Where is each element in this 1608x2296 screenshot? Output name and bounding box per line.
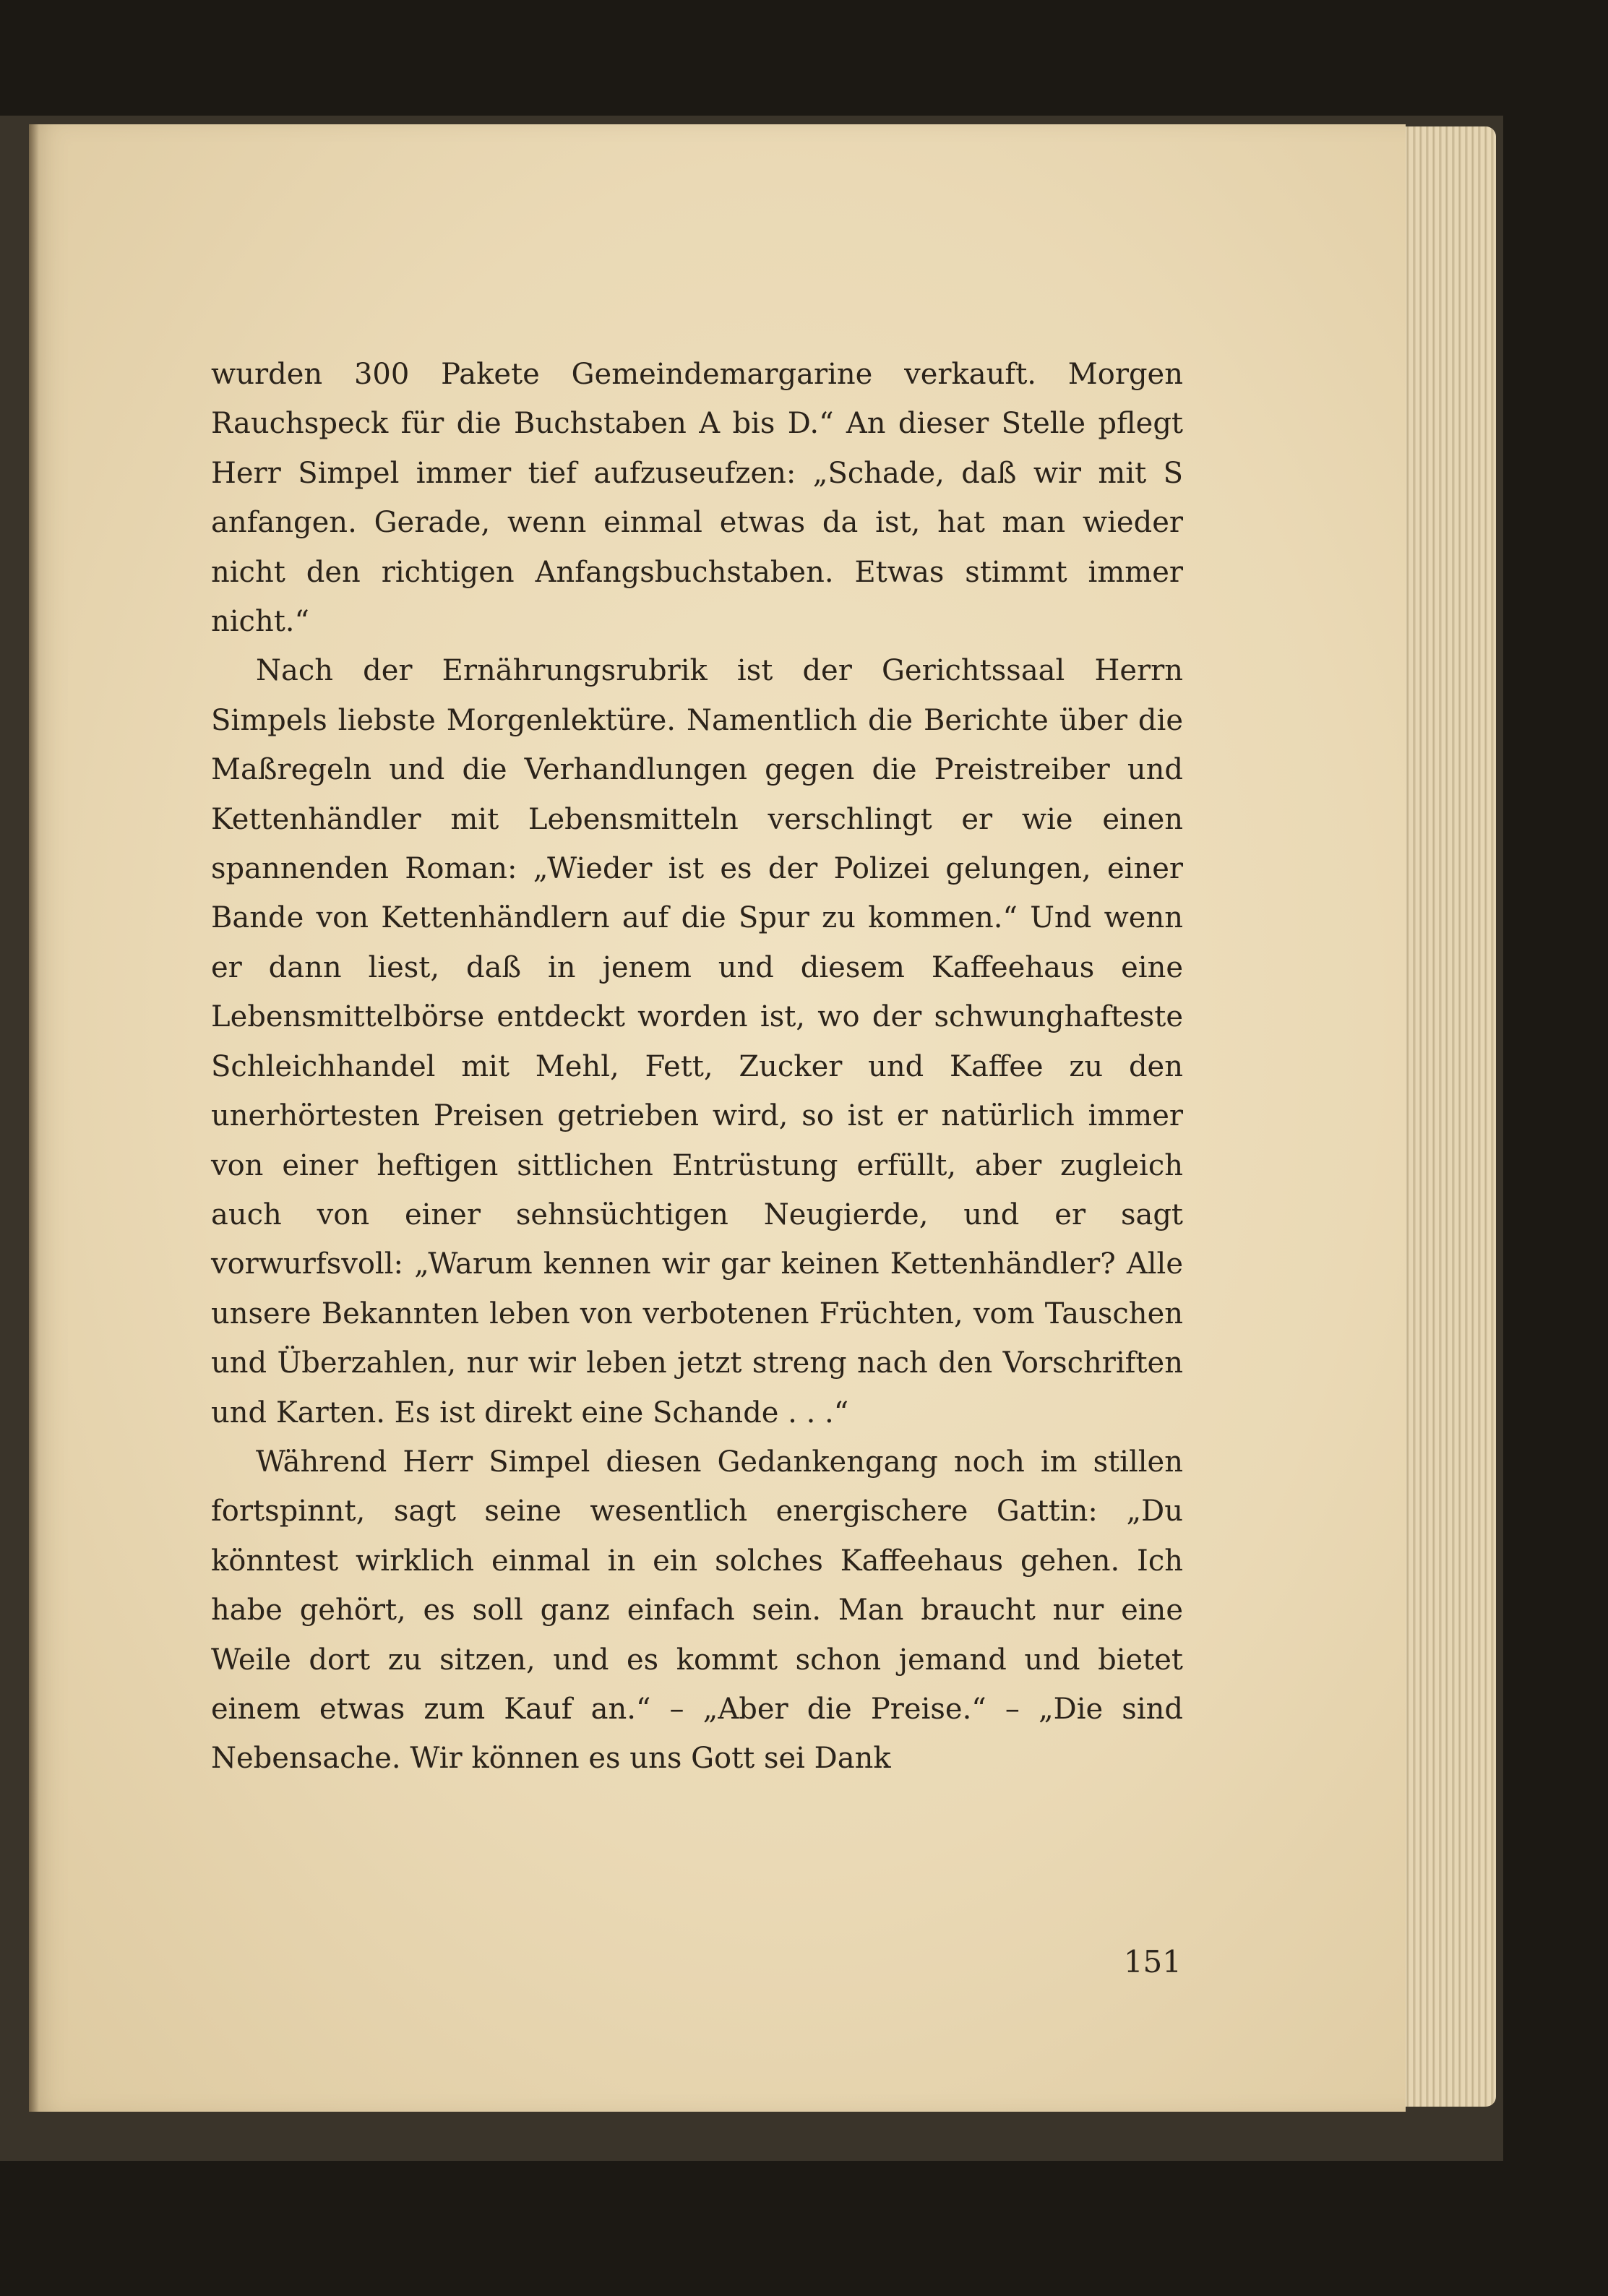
body-text — [211, 350, 1183, 1784]
page-number: 151 — [1123, 1944, 1182, 1979]
paragraph-3: Während Herr Simpel diesen Gedankengang noch im stillen fortspinnt, sagt seine wesentlich energischere Gattin: „Du könntest wirklich einmal in ein solches Kaffeehaus gehen. Ich habe gehört, es soll ganz einfach sein. Man braucht nur eine Weile dort zu sitzen, und es kommt schon jemand und bietet einem etwas zum Kauf an.“ – „Aber die Preise.“ – „Die sind Nebensache. Wir können es uns Gott sei Dank — [211, 1445, 1183, 1776]
paragraph-2: Nach der Ernährungsrubrik ist der Gerichtssaal Herrn Simpels liebste Morgenlektüre. Namentlich die Berichte über die Maßregeln und die Verhandlungen gegen die Preistreiber und Kettenhändler mit Lebensmitteln verschlingt er wie einen spannenden Roman: „Wieder ist es der Polizei gelungen, einer Bande von Kettenhändlern auf die Spur zu kommen.“ Und wenn er dann liest, daß in jenem und diesem Kaffeehaus eine Lebensmittelbörse entdeckt worden ist, wo der schwunghafteste Schleichhandel mit Mehl, Fett, Zucker und Kaffee zu den unerhörtesten Preisen getrieben wird, so ist er natürlich immer von einer heftigen sittlichen Entrüstung erfüllt, aber zugleich auch von einer sehnsüchtigen Neugierde, und er sagt vorwurfsvoll: „Warum kennen wir gar keinen Kettenhändler? Alle unsere Bekannten leben von verbotenen Früchten, vom Tauschen und Überzahlen, nur wir leben jetzt streng nach den Vorschriften und Karten. Es ist direkt eine Schande . . .“ — [211, 654, 1183, 1429]
gutter-shadow — [29, 124, 39, 2112]
paragraph-1: wurden 300 Pakete Gemeindemargarine verkauft. Morgen Rauchspeck für die Buchstaben A bis D.“ An dieser Stelle pflegt Herr Simpel immer tief aufzuseufzen: „Schade, daß wir mit S anfangen. Gerade, wenn einmal etwas da ist, hat man wieder nicht den richtigen Anfangsbuchstaben. Etwas stimmt immer nicht.“ — [211, 358, 1183, 639]
